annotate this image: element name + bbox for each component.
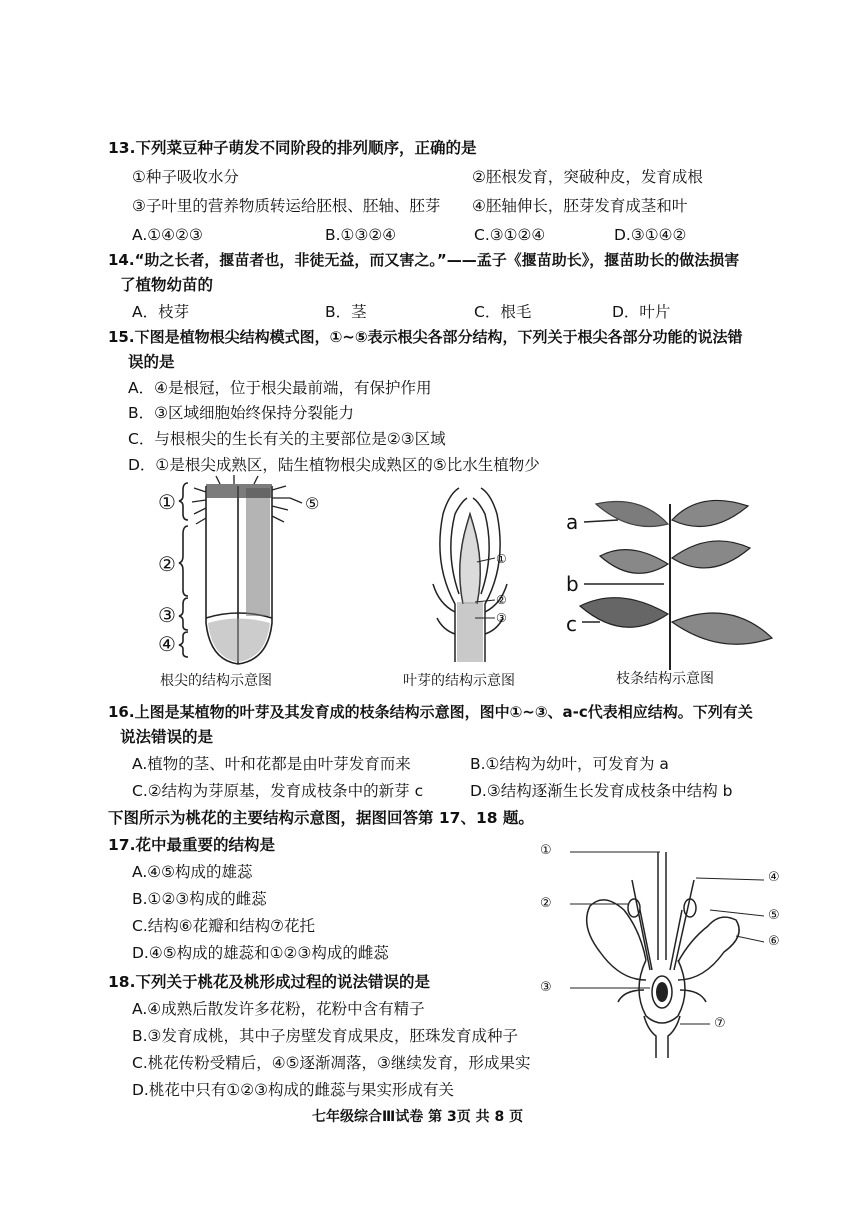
root-label-3: ③ — [158, 603, 176, 627]
q13-item-2: ②胚根发育，突破种皮，发育成根 — [472, 168, 703, 186]
q16-option-a: A.植物的茎、叶和花都是由叶芽发育而来 — [132, 755, 411, 773]
q17-option-b: B.①②③构成的雌蕊 — [132, 890, 267, 908]
peach-flower-diagram — [560, 840, 770, 1062]
q13-option-a: A.①④②③ — [132, 226, 203, 244]
q13-option-d: D.③①④② — [614, 226, 687, 244]
branch-label-a: a — [566, 510, 579, 534]
q16-stem-line2: 说法错误的是 — [120, 728, 214, 746]
q15-stem-line2: 误的是 — [128, 353, 175, 371]
q15-stem-line1: 15.下图是植物根尖结构模式图，①~⑤表示根尖各部分结构，下列关于根尖各部分功能的说法错 — [108, 328, 743, 346]
q18-option-d: D.桃花中只有①②③构成的雌蕊与果实形成有关 — [132, 1081, 455, 1099]
q16-option-c: C.②结构为芽原基，发育成枝条中的新芽 c — [132, 782, 424, 800]
q14-option-d: D．叶片 — [612, 303, 671, 321]
q17-stem: 17.花中最重要的结构是 — [108, 836, 275, 854]
q14-stem-line2: 了植物幼苗的 — [120, 276, 214, 294]
flower-label-6: ⑥ — [768, 934, 780, 949]
q16-option-b: B.①结构为幼叶，可发育为 a — [470, 755, 669, 773]
q17-option-d: D.④⑤构成的雄蕊和①②③构成的雌蕊 — [132, 944, 389, 962]
q14-stem-line1: 14.“助之长者，揠苗者也，非徒无益，而又害之。”——孟子《揠苗助长》，揠苗助长的做法损害 — [108, 251, 740, 269]
q13-option-b: B.①③②④ — [325, 226, 397, 244]
q15-option-c: C．与根根尖的生长有关的主要部位是②③区域 — [128, 430, 446, 448]
root-label-2: ② — [158, 552, 176, 576]
q14-option-b: B．茎 — [325, 303, 367, 321]
root-label-1: ① — [158, 490, 176, 514]
q15-option-a: A．④是根冠，位于根尖最前端，有保护作用 — [128, 379, 432, 397]
bud-label-2: ② — [496, 593, 507, 607]
branch-caption: 枝条结构示意图 — [616, 671, 714, 687]
q15-option-d: D．①是根尖成熟区，陆生植物根尖成熟区的⑤比水生植物少 — [128, 456, 540, 474]
root-label-4: ④ — [158, 632, 176, 656]
bud-label-3: ③ — [496, 611, 507, 625]
q13-item-4: ④胚轴伸长，胚芽发育成茎和叶 — [472, 197, 688, 215]
q18-option-b: B.③发育成桃，其中子房壁发育成果皮，胚珠发育成种子 — [132, 1027, 518, 1045]
q17-18-intro: 下图所示为桃花的主要结构示意图，据图回答第 17、18 题。 — [108, 809, 534, 827]
q13-item-3: ③子叶里的营养物质转运给胚根、胚轴、胚芽 — [132, 197, 441, 215]
bud-caption: 叶芽的结构示意图 — [403, 673, 515, 689]
q18-option-c: C.桃花传粉受精后，④⑤逐渐凋落，③继续发育，形成果实 — [132, 1054, 531, 1072]
branch-label-b: b — [566, 572, 579, 596]
flower-label-2: ② — [540, 896, 552, 911]
branch-label-c: c — [566, 612, 577, 636]
root-label-5: ⑤ — [305, 494, 320, 513]
branch-diagram — [560, 494, 790, 670]
flower-label-1: ① — [540, 843, 552, 858]
flower-label-7: ⑦ — [714, 1016, 726, 1031]
q16-stem-line1: 16.上图是某植物的叶芽及其发育成的枝条结构示意图，图中①~③、a-c代表相应结构。下列有关 — [108, 703, 753, 721]
q18-stem: 18.下列关于桃花及桃形成过程的说法错误的是 — [108, 973, 430, 991]
flower-label-4: ④ — [768, 870, 780, 885]
flower-label-5: ⑤ — [768, 908, 780, 923]
q16-option-d: D.③结构逐渐生长发育成枝条中结构 b — [470, 782, 733, 800]
root-caption: 根尖的结构示意图 — [160, 673, 272, 689]
leaf-bud-diagram — [415, 484, 525, 664]
q13-item-1: ①种子吸收水分 — [132, 168, 239, 186]
q14-option-c: C．根毛 — [474, 303, 532, 321]
q18-option-a: A.④成熟后散发许多花粉，花粉中含有精子 — [132, 1000, 425, 1018]
q14-option-a: A．枝芽 — [132, 303, 190, 321]
q17-option-c: C.结构⑥花瓣和结构⑦花托 — [132, 917, 316, 935]
bud-label-1: ① — [496, 552, 507, 566]
page-footer: 七年级综合Ⅲ试卷 第 3页 共 8 页 — [312, 1109, 524, 1125]
q13-option-c: C.③①②④ — [474, 226, 546, 244]
q15-option-b: B．③区域细胞始终保持分裂能力 — [128, 404, 355, 422]
q17-option-a: A.④⑤构成的雄蕊 — [132, 863, 253, 881]
q13-stem: 13.下列菜豆种子萌发不同阶段的排列顺序，正确的是 — [108, 139, 477, 157]
flower-label-3: ③ — [540, 980, 552, 995]
